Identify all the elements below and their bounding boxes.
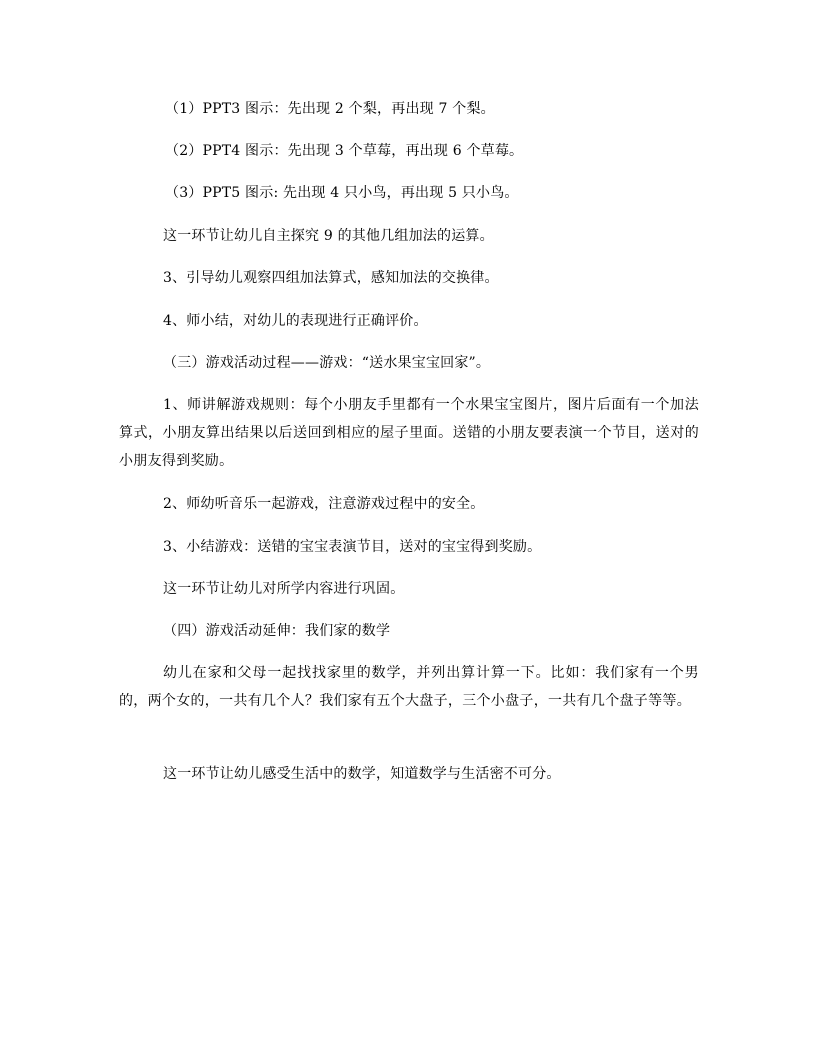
item-ppt4: （2）PPT4 图示：先出现 3 个草莓，再出现 6 个草莓。 [165,143,524,159]
game-step-2: 2、师幼听音乐一起游戏，注意游戏过程中的安全。 [163,496,485,512]
closing-note: 这一环节让幼儿感受生活中的数学，知道数学与生活密不可分。 [163,766,561,782]
explore-note: 这一环节让幼儿自主探究 9 的其他几组加法的运算。 [163,228,494,244]
section-4-heading: （四）游戏活动延伸：我们家的数学 [163,623,391,639]
step-3: 3、引导幼儿观察四组加法算式，感知加法的交换律。 [163,270,499,286]
item-ppt5: （3）PPT5 图示: 先出现 4 只小鸟，再出现 5 只小鸟。 [165,185,519,201]
section-3-heading: （三）游戏活动过程——游戏：“送水果宝宝回家”。 [163,355,491,371]
game-rules-paragraph: 1、师讲解游戏规则：每个小朋友手里都有一个水果宝宝图片，图片后面有一个加法算式，小朋友算出结果以后送回到相应的屋子里面。送错的小朋友要表演一个节目，送对的小朋友得到奖励。 [119,397,699,469]
consolidate-note: 这一环节让幼儿对所学内容进行巩固。 [163,581,405,597]
game-step-3: 3、小结游戏：送错的宝宝表演节目，送对的宝宝得到奖励。 [163,539,542,555]
step-4: 4、师小结，对幼儿的表现进行正确评价。 [163,313,428,329]
home-math-paragraph: 幼儿在家和父母一起找找家里的数学，并列出算计算一下。比如：我们家有一个男的，两个女的，一共有几个人？我们家有五个大盘子，三个小盘子，一共有几个盘子等等。 [119,665,699,709]
item-ppt3: （1）PPT3 图示：先出现 2 个梨，再出现 7 个梨。 [165,101,495,117]
